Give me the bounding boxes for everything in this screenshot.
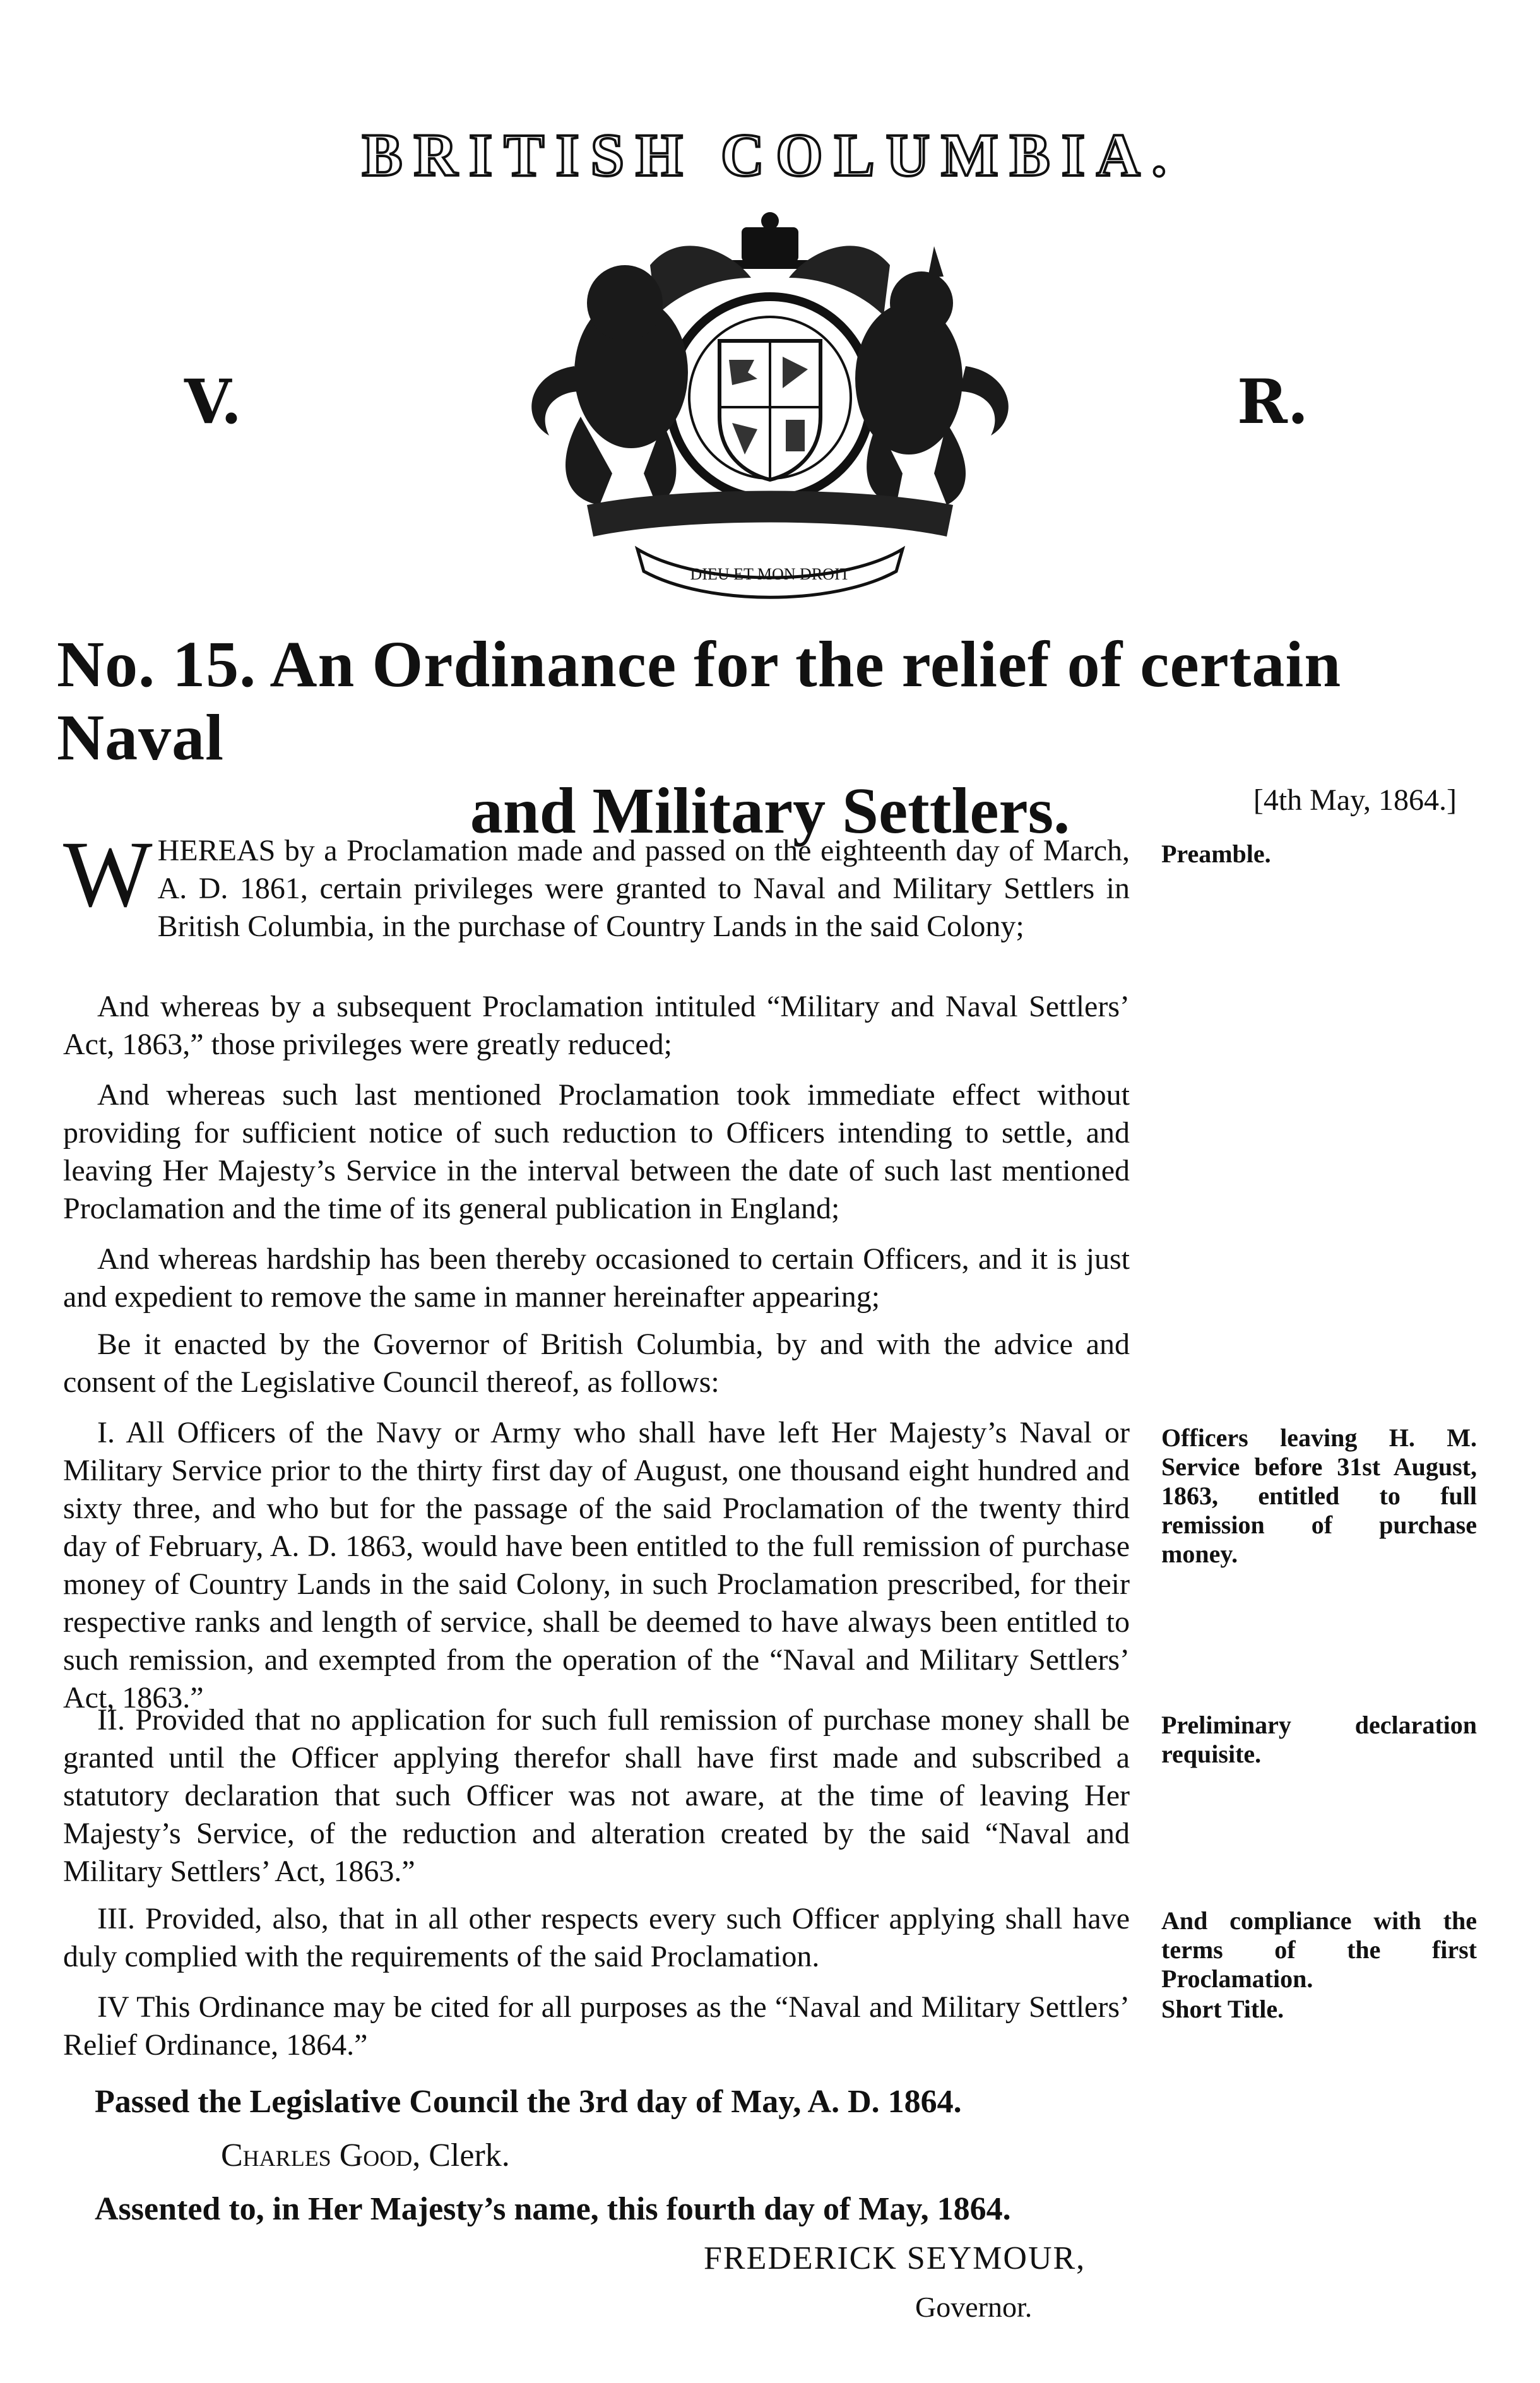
margin-note-declaration: Preliminary declaration requisite. (1161, 1711, 1477, 1768)
governor-name: FREDERICK SEYMOUR, (704, 2240, 1086, 2276)
clerk-title: Clerk. (420, 2137, 510, 2173)
section-3 (63, 1900, 1130, 1976)
royal-cypher-v: V. (184, 366, 242, 437)
crest-motto: DIEU ET MON DROIT (690, 565, 850, 583)
recital-paragraph-4 (63, 1240, 1130, 1316)
drop-cap: W (63, 822, 153, 927)
margin-note-compliance: And compliance with the terms of the first Proclamation. (1161, 1906, 1477, 1993)
recital-paragraph-2 (63, 988, 1130, 1064)
margin-note-officers: Officers leaving H. M. Service before 31st August, 1863, entitled to full remission of purchase money. (1161, 1423, 1477, 1568)
clerk-name: Charles Good, (221, 2137, 421, 2173)
clerk-signature (221, 2137, 510, 2174)
ordinance-title-line1: No. 15. An Ordinance for the relief of certain Naval (57, 628, 1342, 774)
assent-statement: Assented to, in Her Majesty’s name, this fourth day of May, 1864. (95, 2191, 1011, 2227)
recital-4-text: And whereas hardship has been thereby occasioned to certain Officers, and it is just and expedient to remove the same in manner hereinafter appearing; (63, 1242, 1130, 1314)
crown-icon (732, 212, 808, 269)
ordinance-title-line2: and Military Settlers. (470, 775, 1070, 847)
colony-heading: BRITISH COLUMBIA. (362, 121, 1178, 189)
section-2 (63, 1701, 1130, 1891)
section-1 (63, 1414, 1130, 1717)
margin-note-preamble: Preamble. (1161, 840, 1271, 868)
recital-paragraph-3 (63, 1076, 1130, 1228)
governor-title: Governor. (915, 2291, 1033, 2323)
recital-2-text: And whereas by a subsequent Proclamation intituled “Military and Naval Settlers’ Act, 1863,” those privileges were greatly reduced; (63, 990, 1130, 1061)
royal-cypher-r: R. (1237, 366, 1309, 437)
section-1-text: I. All Officers of the Navy or Army who shall have left Her Majesty’s Naval or Military Service prior to the thirty first day of August, one thousand eight hundred and sixty three, and who but for the passage of the said Proclamation of the twenty third day of February, A. D. 1863, would have been entitled to the full remission of purchase money of Country Lands in the said Colony, in such Proclamation prescribed, for their respective ranks and length of service, shall be deemed to have always been entitled to such remission, and exempted from the operation of the “Naval and Military Settlers’ Act, 1863.” (63, 1416, 1130, 1714)
passed-statement: Passed the Legislative Council the 3rd day of May, A. D. 1864. (95, 2084, 962, 2120)
preamble-paragraph (63, 822, 1130, 946)
enacting-clause (63, 1326, 1130, 1401)
royal-coat-of-arms (492, 208, 1048, 606)
recital-3-text: And whereas such last mentioned Proclamation took immediate effect without providing for sufficient notice of such reduction to Officers intending to settle, and leaving Her Majesty’s Service in the interval between the date of such last mentioned Proclamation and the time of its general publication in England; (63, 1078, 1130, 1225)
section-3-text: III. Provided, also, that in all other respects every such Officer applying shall have duly complied with the requirements of the said Proclamation. (63, 1902, 1130, 1973)
section-4 (63, 1988, 1130, 2064)
margin-note-short-title: Short Title. (1161, 1995, 1284, 2023)
preamble-text: HEREAS by a Proclamation made and passed on the eighteenth day of March, A. D. 1861, certain privileges were granted to Naval and Military Settlers in British Columbia, in the purchase of Country Lands in the said Colony; (157, 834, 1130, 943)
section-4-text: IV This Ordinance may be cited for all purposes as the “Naval and Military Settlers’ Relief Ordinance, 1864.” (63, 1990, 1130, 2062)
enacting-clause-text: Be it enacted by the Governor of British Columbia, by and with the advice and consent of the Legislative Council thereof, as follows: (63, 1328, 1130, 1399)
section-2-text: II. Provided that no application for such full remission of purchase money shall be granted until the Officer applying therefor shall have first made and subscribed a statutory declaration that such Officer was not aware, at the time of leaving Her Majesty’s Service, of the reduction and alteration created by the said “Naval and Military Settlers’ Act, 1863.” (63, 1703, 1130, 1888)
ordinance-date: [4th May, 1864.] (1253, 783, 1457, 817)
